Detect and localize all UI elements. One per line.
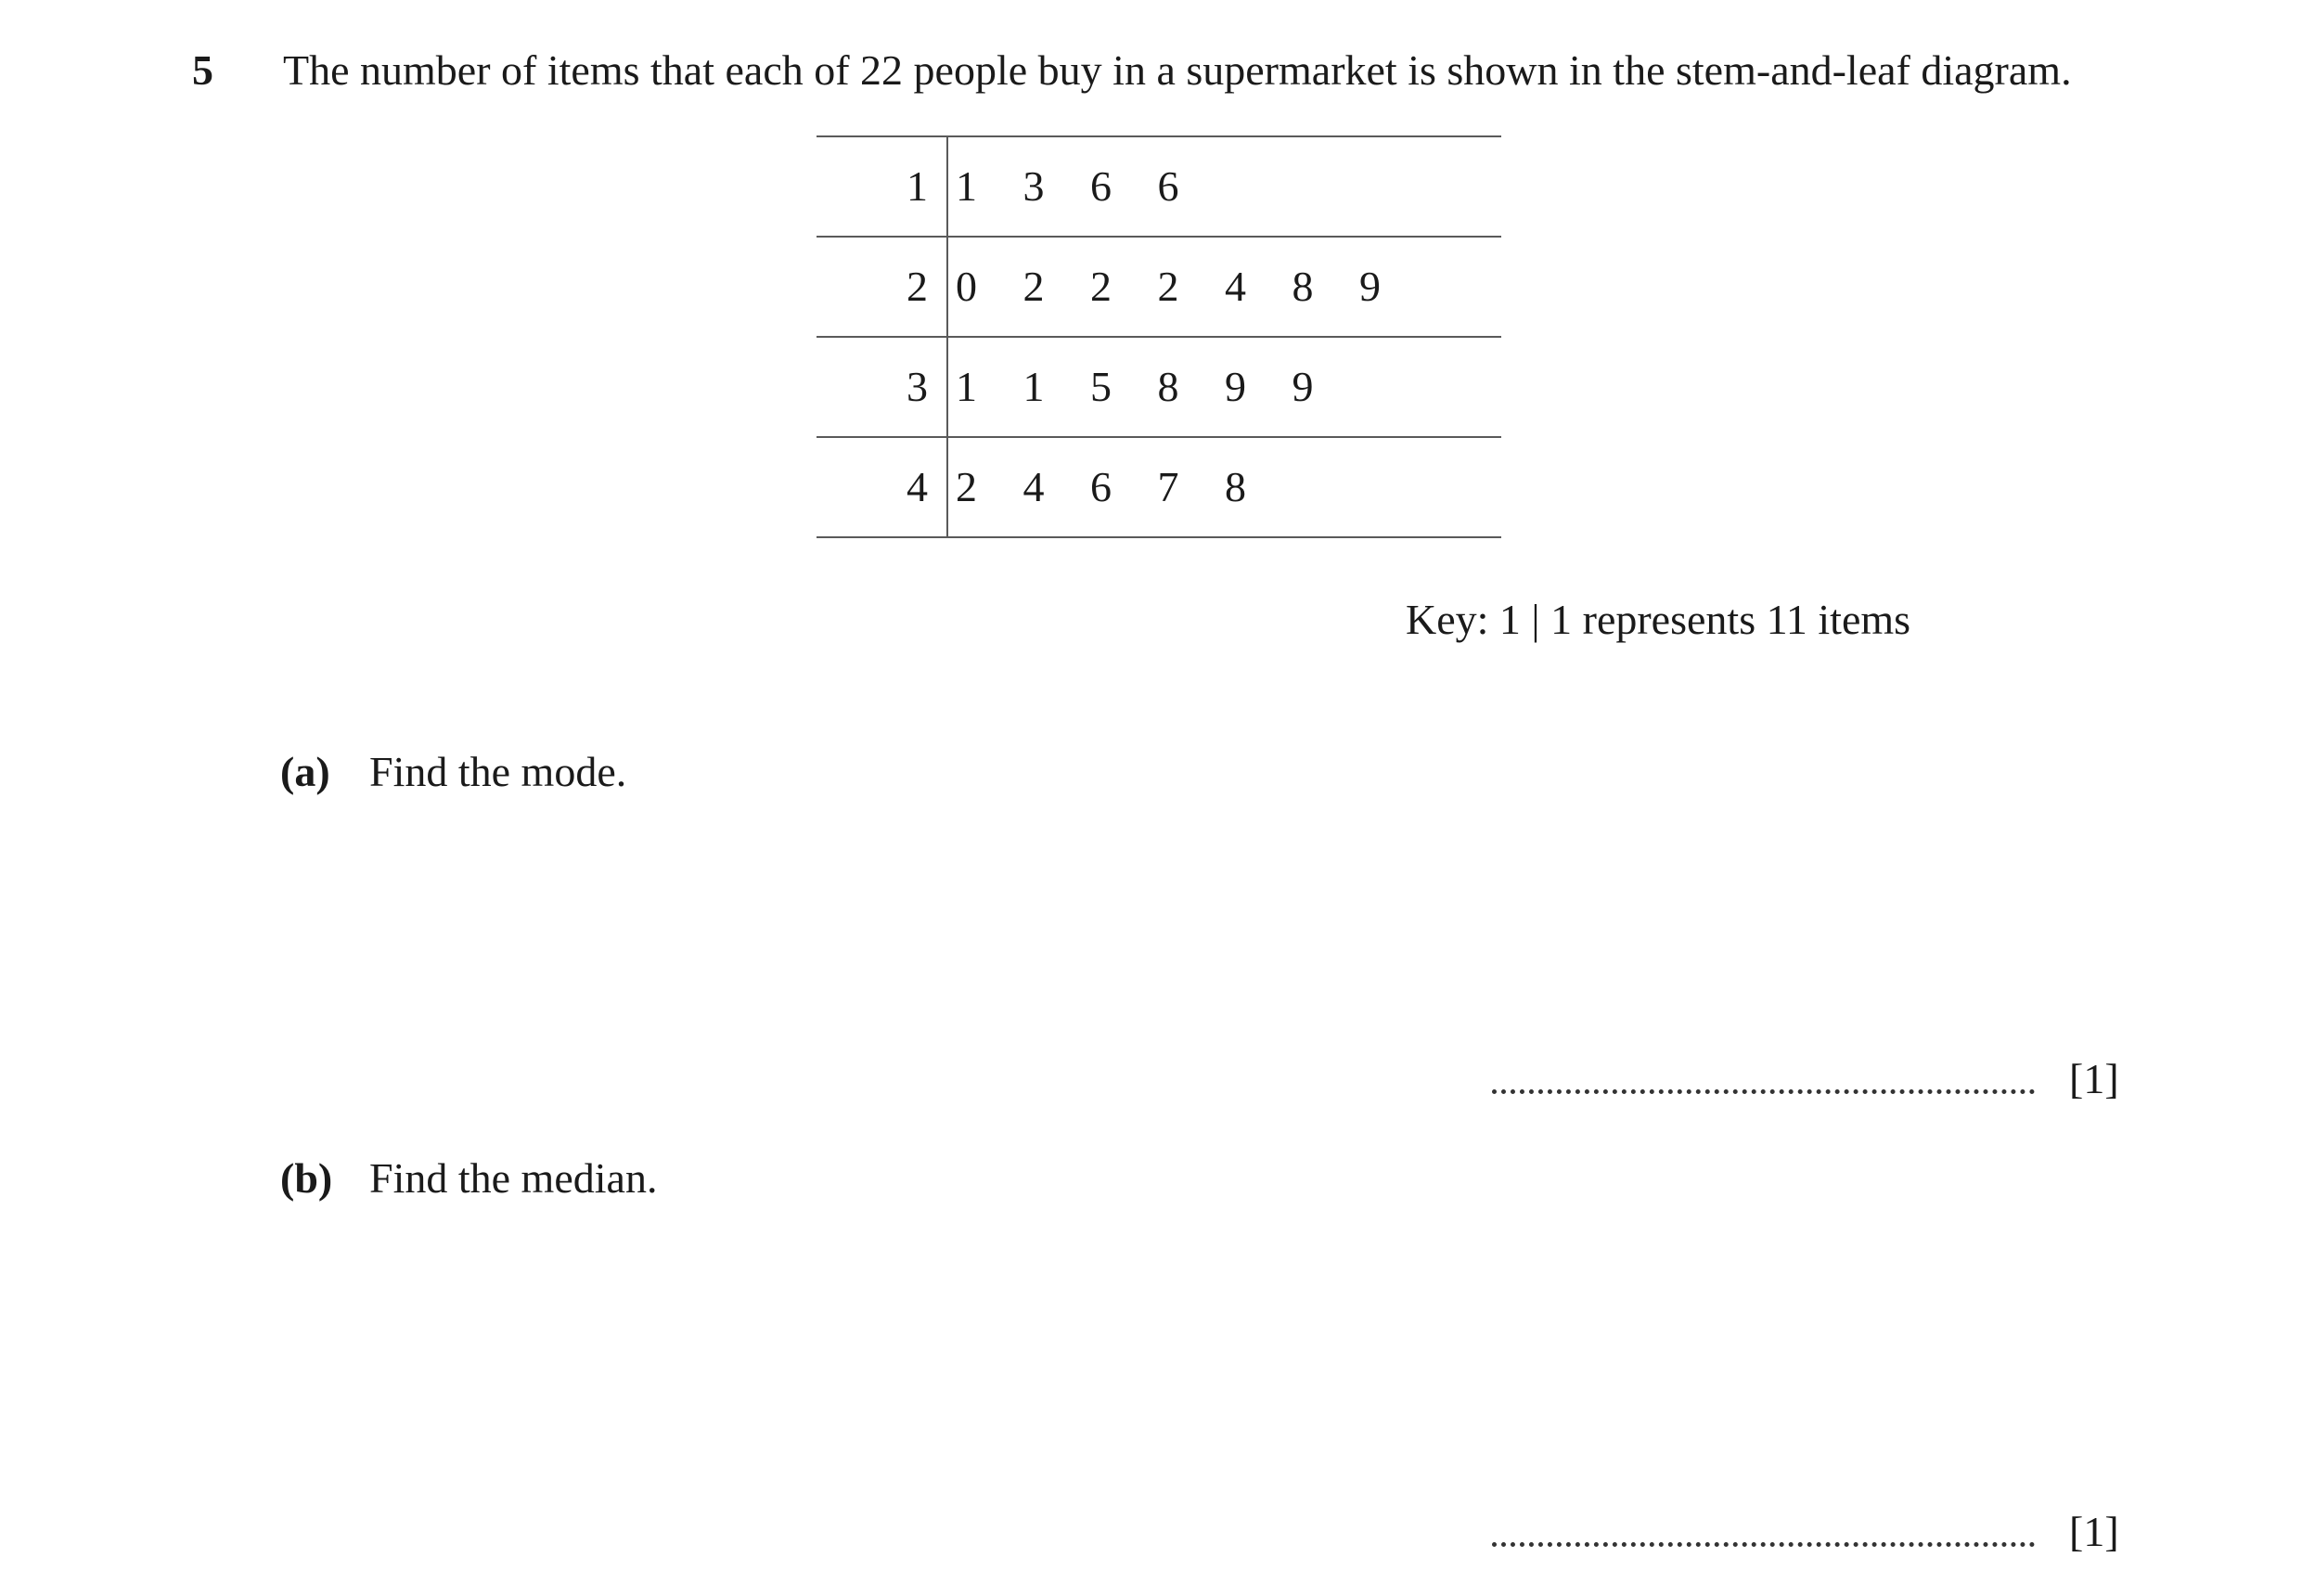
leaf-value: 6: [1090, 162, 1112, 210]
leaf-value: 1: [956, 162, 977, 210]
leaf-value: 8: [1157, 363, 1179, 410]
leaf-value: 2: [1157, 263, 1179, 310]
leaf-value: 9: [1359, 263, 1381, 310]
stem-and-leaf-diagram: [817, 135, 1501, 538]
stem-divider: [946, 137, 948, 236]
stem-leaf-row: [817, 137, 1501, 238]
leaf-group: [956, 338, 1359, 436]
stem-divider: [946, 238, 948, 336]
question-text: The number of items that each of 22 people buy in a supermarket is shown in the stem-and-leaf diagram.: [283, 46, 2072, 94]
stem-divider: [946, 338, 948, 436]
stem-value: 4: [907, 463, 928, 510]
part-a-marks: [1]: [2069, 1055, 2119, 1102]
leaf-value: 3: [1022, 162, 1045, 210]
stem-leaf-row: [817, 238, 1501, 338]
leaf-value: 7: [1157, 463, 1179, 510]
stem-value: 1: [907, 162, 928, 210]
leaf-group: [956, 238, 1427, 336]
part-b-label: (b): [280, 1154, 333, 1202]
stem-value: 3: [907, 363, 928, 410]
leaf-value: 6: [1157, 162, 1179, 210]
part-a-text: Find the mode.: [369, 748, 627, 795]
leaf-value: 5: [1090, 363, 1112, 410]
leaf-value: 8: [1292, 263, 1314, 310]
part-b-text: Find the median.: [369, 1154, 658, 1202]
part-b-marks: [1]: [2069, 1508, 2119, 1555]
leaf-value: 4: [1225, 263, 1246, 310]
leaf-group: [956, 137, 1225, 236]
leaf-value: 1: [956, 363, 977, 410]
leaf-value: 6: [1090, 463, 1112, 510]
part-b-answer-line[interactable]: [1492, 1542, 2035, 1547]
stem-value: 2: [907, 263, 928, 310]
leaf-value: 1: [1022, 363, 1045, 410]
leaf-group: [956, 438, 1292, 536]
part-a-answer-line[interactable]: [1492, 1089, 2035, 1094]
leaf-value: 0: [956, 263, 977, 310]
part-a-label: (a): [280, 748, 330, 795]
leaf-value: 9: [1225, 363, 1246, 410]
leaf-value: 2: [1022, 263, 1045, 310]
diagram-key: Key: 1 | 1 represents 11 items: [1406, 596, 1911, 643]
stem-leaf-row: [817, 338, 1501, 438]
stem-divider: [946, 438, 948, 536]
leaf-value: 4: [1022, 463, 1045, 510]
leaf-value: 8: [1225, 463, 1246, 510]
leaf-value: 2: [956, 463, 977, 510]
leaf-value: 2: [1090, 263, 1112, 310]
question-number: 5: [192, 46, 213, 94]
leaf-value: 9: [1292, 363, 1314, 410]
stem-leaf-row: [817, 438, 1501, 538]
